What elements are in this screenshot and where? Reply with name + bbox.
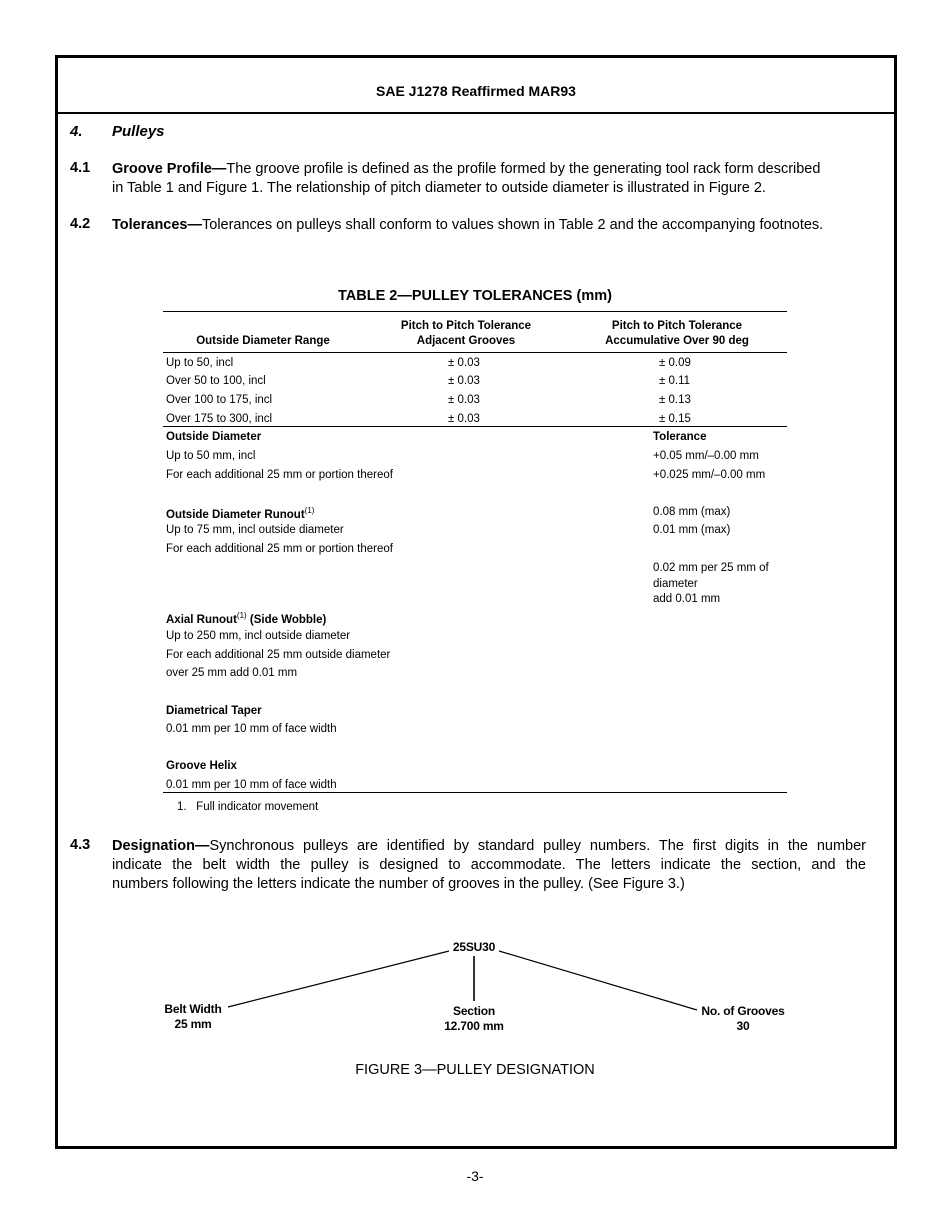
odr-footnote-ref: (1) bbox=[304, 506, 315, 515]
figure-3-grooves bbox=[688, 1004, 798, 1034]
taper-heading: Diametrical Taper bbox=[166, 705, 262, 717]
leader-line-grooves bbox=[499, 951, 697, 1010]
axial-row-2: For each additional 25 mm outside diameter bbox=[166, 649, 391, 661]
odr-row-1-label: Up to 75 mm, incl outside diameter bbox=[166, 524, 344, 536]
odr-value-line1: 0.02 mm per 25 mm of bbox=[653, 562, 769, 574]
col-header-adjacent-line1: Pitch to Pitch Tolerance bbox=[400, 320, 532, 332]
helix-heading: Groove Helix bbox=[166, 760, 237, 772]
od-row-1-label: Up to 50 mm, incl bbox=[166, 450, 256, 462]
figure-3-section bbox=[424, 1004, 524, 1034]
belt-width-label: Belt Width bbox=[164, 1002, 222, 1016]
section-label: Section bbox=[453, 1004, 495, 1018]
grooves-value: 30 bbox=[736, 1019, 750, 1033]
table-row-2-range: Over 50 to 100, incl bbox=[166, 375, 266, 387]
od-row-1-value: +0.05 mm/–0.00 mm bbox=[653, 450, 759, 462]
grooves-label: No. of Grooves bbox=[701, 1004, 785, 1018]
axial-row-1: Up to 250 mm, incl outside diameter bbox=[166, 630, 351, 642]
table-row-3-range: Over 100 to 175, incl bbox=[166, 394, 273, 406]
od-row-2-value: +0.025 mm/–0.00 mm bbox=[653, 469, 766, 481]
odr-heading-text: Outside Diameter Runout bbox=[166, 508, 305, 521]
section-number: 4. bbox=[70, 123, 83, 140]
od-row-2-label: For each additional 25 mm or portion thereof bbox=[166, 469, 393, 481]
axial-row-3: over 25 mm add 0.01 mm bbox=[166, 667, 298, 679]
para-4-3-heading: Designation— bbox=[112, 838, 210, 854]
odr-value-line2: diameter bbox=[653, 577, 698, 590]
helix-row-1: 0.01 mm per 10 mm of face width bbox=[166, 779, 337, 791]
od-tolerance-heading: Tolerance bbox=[653, 431, 707, 443]
page-number: -3- bbox=[466, 1168, 484, 1184]
para-4-1-line2: in Table 1 and Figure 1. The relationship of pitch diameter to outside diameter is illustrated in Figure 2. bbox=[112, 180, 766, 196]
para-4-1-number: 4.1 bbox=[70, 160, 91, 176]
figure-3-code: 25SU30 bbox=[452, 940, 496, 954]
table-row-1-range: Up to 50, incl bbox=[166, 357, 234, 369]
belt-width-value: 25 mm bbox=[174, 1017, 212, 1031]
axial-heading-suffix: (Side Wobble) bbox=[246, 613, 327, 626]
figure-3-caption: FIGURE 3—PULLEY DESIGNATION bbox=[355, 1062, 595, 1078]
odr-row-1-value: 0.01 mm (max) bbox=[653, 524, 731, 536]
col-header-adjacent-line2: Adjacent Grooves bbox=[416, 335, 516, 347]
leader-line-belt-width bbox=[228, 951, 449, 1007]
table-row-2-accum: ± 0.11 bbox=[659, 375, 691, 387]
table-2-title: TABLE 2—PULLEY TOLERANCES (mm) bbox=[338, 288, 612, 304]
table-row-2-adjacent: ± 0.03 bbox=[448, 375, 480, 387]
taper-row-1: 0.01 mm per 10 mm of face width bbox=[166, 723, 337, 735]
table-footnote: 1. Full indicator movement bbox=[177, 801, 319, 813]
table-row-3-accum: ± 0.13 bbox=[659, 394, 691, 406]
table-row-4-accum: ± 0.15 bbox=[659, 413, 691, 425]
para-4-2-text: Tolerances on pulleys shall conform to values shown in Table 2 and the accompanying footnotes. bbox=[202, 217, 824, 233]
col-header-accum-line2: Accumulative Over 90 deg bbox=[605, 335, 749, 347]
table-row-1-accum: ± 0.09 bbox=[659, 357, 691, 369]
axial-footnote-ref: (1) bbox=[236, 611, 247, 620]
table-row-4-adjacent: ± 0.03 bbox=[448, 413, 480, 425]
para-4-1-heading: Groove Profile— bbox=[112, 161, 227, 177]
table-row-4-range: Over 175 to 300, incl bbox=[166, 413, 273, 425]
table-row-3-adjacent: ± 0.03 bbox=[448, 394, 480, 406]
col-header-range: Outside Diameter Range bbox=[196, 335, 330, 347]
para-4-3-line2: indicate the belt width the pulley is designed to accommodate. The letters indicate the section, and the bbox=[112, 857, 866, 873]
odr-value-line3: add 0.01 mm bbox=[653, 593, 721, 605]
odr-row-2-label: For each additional 25 mm or portion thereof bbox=[166, 543, 393, 555]
para-4-2-number: 4.2 bbox=[70, 216, 91, 232]
section-title: Pulleys bbox=[112, 123, 165, 140]
para-4-1-line1: The groove profile is defined as the profile formed by the generating tool rack form described bbox=[226, 161, 821, 177]
od-heading: Outside Diameter bbox=[166, 431, 262, 443]
header-title: SAE J1278 Reaffirmed MAR93 bbox=[376, 83, 576, 99]
para-4-3-line1: Synchronous pulleys are identified by standard pulley numbers. The first digits in the number bbox=[209, 838, 866, 854]
para-4-2-heading: Tolerances— bbox=[112, 217, 202, 233]
col-header-accum-line1: Pitch to Pitch Tolerance bbox=[611, 320, 743, 332]
figure-3-belt-width bbox=[153, 1002, 233, 1032]
para-4-3-number: 4.3 bbox=[70, 837, 91, 853]
para-4-3-line3: numbers following the letters indicate the number of grooves in the pulley. (See Figure 3.) bbox=[112, 876, 685, 892]
section-value: 12.700 mm bbox=[444, 1019, 504, 1033]
odr-heading-value: 0.08 mm (max) bbox=[653, 506, 731, 518]
table-row-1-adjacent: ± 0.03 bbox=[448, 357, 480, 369]
axial-heading-text: Axial Runout bbox=[166, 613, 237, 626]
